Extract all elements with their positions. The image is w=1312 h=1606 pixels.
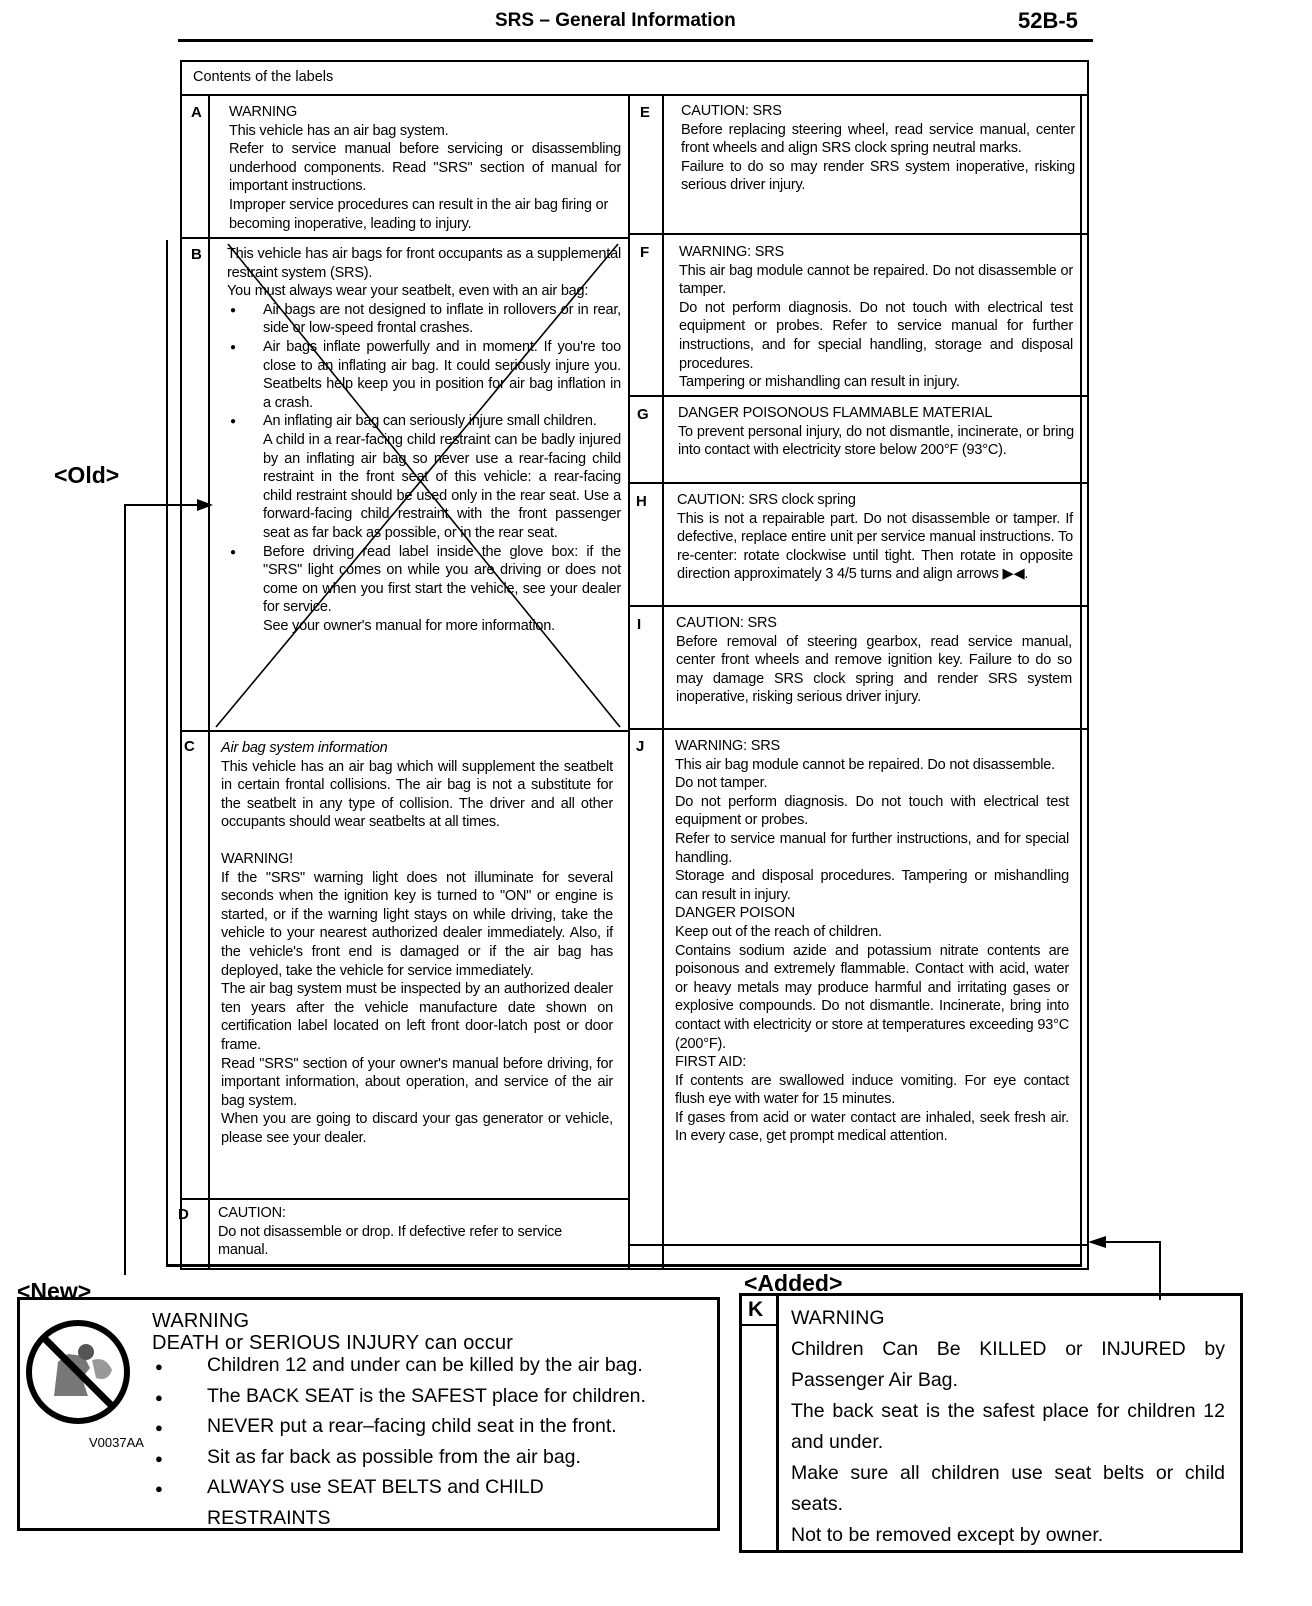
new-label-heading: WARNING xyxy=(152,1310,250,1332)
label-letter-c: C xyxy=(184,738,195,755)
label-d-text: CAUTION: Do not disassemble or drop. If defective refer to service manual. xyxy=(218,1205,563,1259)
label-letter-b: B xyxy=(191,246,202,263)
label-i-text: CAUTION: SRS Before removal of steering gearbox, read service manual, center front wheels and remove ignition key. Failure to do so may damage SRS clock spring and render SRS system inoperative, risking serious driver injury. xyxy=(676,615,1072,706)
divider-e-f xyxy=(630,233,1087,235)
new-label-bullets: ● Children 12 and under can be killed by the air bag. ● The BACK SEAT is the SAFEST place for children. ● NEVER put a rear–facing child seat in the front. ● Sit as far back as possible from the air bag. ● ALWAYS use SEAT BELTS and CHILD RESTRAINTS xyxy=(152,1350,767,1533)
no-child-in-front-seat-icon xyxy=(24,1318,132,1426)
divider-j-k xyxy=(630,1244,1087,1246)
added-annotation: <Added> xyxy=(744,1270,843,1296)
label-a-text: WARNING This vehicle has an air bag system. Refer to service manual before servicing or disassembling underhood components. Read "SRS" section of manual for important instructions. Improper service procedures can result in the air bag firing or becoming inoperative, leading to injury. xyxy=(229,104,621,232)
table-title: Contents of the labels xyxy=(193,69,334,85)
table-bottom-rule xyxy=(166,1264,1082,1267)
divider-c-d xyxy=(182,1198,630,1200)
label-b-text: This vehicle has air bags for front occupants as a supplemental restraint system (SRS). You must always wear your seatbelt, even with an air bag: ● Air bags are not designed to inflate in rollovers or in rear, side or low-speed frontal crashes. ● Air bags inflate powerfully and in moment. If you're too close to an inflating air bag. It could seriously injure you. Seatbelts help keep you in position for air bag inflation in a crash. ● An inflating air bag can seriously injure small children. A child in a rear-facing child restraint can be badly injured by an inflating air bag so never use a rear-facing child restraint in the front seat of this vehicle: a rear-facing child restraint should be used only in the rear seat. Use a forward-facing child restraint with the front passenger seat as far back as possible, or in the rear seat. ● Before driving read label inside the glove box: if the "SRS" light comes on while you are driving or does not come on when you first start the vehicle, see your dealer for service. See your owner's manual for more information. xyxy=(227,245,621,635)
divider-h-i xyxy=(630,605,1087,607)
label-letter-e: E xyxy=(640,104,651,121)
divider-f-g xyxy=(630,395,1087,397)
label-h-text: CAUTION: SRS clock spring This is not a repairable part. Do not disassemble or tamper. If defective, replace entire unit per service manual instructions. To re-center: rotate clockwise until tight. Then rotate in opposite direction approximately 3 4/5 turns and align arrows ▶◀. xyxy=(677,492,1073,583)
label-j-text: WARNING: SRS This air bag module cannot be repaired. Do not disassemble. Do not tamper. Do not perform diagnosis. Do not touch with electrical test equipment or probes. Refer to service manual for further instructions, and for special handling. Storage and disposal procedures. Tampering or mishandling can result in injury. DANGER POISON Keep out of the reach of children. Contains sodium azide and potassium nitrate contents are poisonous and extremely flammable. Contact with acid, water or heavy metals may produce harmful and irritating gases or explosive compounds. Do not dismantle. Incinerate, bring into contact with electricity or store at temperatures exceeding 93°C (200°F). FIRST AID: If contents are swallowed induce vomiting. For eye contact flush eye with water for 15 minutes. If gases from acid or water contact are inhaled, seek fresh air. In every case, get prompt medical attention. xyxy=(675,738,1069,1145)
label-letter-k: K xyxy=(748,1298,764,1321)
page-title: SRS – General Information xyxy=(495,10,736,31)
title-divider xyxy=(182,94,1087,96)
left-col-right-border xyxy=(628,95,630,1268)
label-f-text: WARNING: SRS This air bag module cannot be repaired. Do not disassemble or tamper. Do not perform diagnosis. Do not touch with electrical test equipment or probes. Refer to service manual for further instructions, and for special handling, storage and disposal procedures. Tampering or mishandling can result in injury. xyxy=(679,244,1073,391)
arrow-old-to-b xyxy=(115,495,225,1280)
label-letter-j: J xyxy=(636,738,645,755)
label-g-text: DANGER POISONOUS FLAMMABLE MATERIAL To prevent personal injury, do not dismantle, incinerate, or bring into contact with electricity store below 200°F (93°C). xyxy=(678,405,1074,459)
label-c-text: Air bag system information This vehicle has an air bag which will supplement the seatbelt in certain frontal collisions. The air bag is not a substitute for the seatbelt in any type of collision. The driver and all other occupants should wear seatbelts at all times. WARNING! If the "SRS" warning light does not illuminate for several seconds when the ignition key is turned to "ON" or engine is started, or if the warning light stays on while driving, take the vehicle to your nearest authorized dealer immediately. Also, if the vehicle's front end is damaged or if the air bag has deployed, take the vehicle for service immediately. The air bag system must be inspected by an authorized dealer ten years after the vehicle manufacture date shown on certification label located on left front door-latch post or door frame. Read "SRS" section of your owner's manual before driving, for important information, about operation, and service of the air bag system. When you are going to discard your gas generator or vehicle, please see your dealer. xyxy=(221,740,613,1146)
divider-g-h xyxy=(630,482,1087,484)
label-b-strikethrough xyxy=(210,239,628,730)
label-e-text: CAUTION: SRS Before replacing steering wheel, read service manual, center front wheels and align SRS clock spring neutral marks. Failure to do so may render SRS system inoperative, risking serious driver injury. xyxy=(681,103,1075,194)
label-letter-i: I xyxy=(637,616,642,633)
right-letter-divider xyxy=(662,95,664,1268)
label-letter-a: A xyxy=(191,104,202,121)
label-letter-g: G xyxy=(637,406,649,423)
divider-b-c xyxy=(182,730,630,732)
new-annotation: <New> xyxy=(17,1278,92,1304)
label-letter-h: H xyxy=(636,493,647,510)
table-right-outer xyxy=(1080,95,1082,1267)
label-letter-d: D xyxy=(178,1206,189,1223)
label-letter-f: F xyxy=(640,244,650,261)
old-annotation: <Old> xyxy=(54,462,120,488)
label-k-letter-underline xyxy=(742,1324,777,1326)
new-label-line2: DEATH or SERIOUS INJURY can occur xyxy=(152,1332,514,1354)
figure-code: V0037AA xyxy=(89,1435,144,1450)
label-k-letter-divider xyxy=(776,1296,779,1551)
divider-i-j xyxy=(630,728,1087,730)
label-k-text: WARNING Children Can Be KILLED or INJURED by Passenger Air Bag. The back seat is the safest place for children 12 and under. Make sure all children use seat belts or child seats. Not to be removed except by owner. xyxy=(791,1307,1225,1546)
arrow-added-to-k xyxy=(1080,1232,1170,1302)
header-rule xyxy=(178,39,1093,42)
page-number: 52B-5 xyxy=(1018,8,1078,33)
